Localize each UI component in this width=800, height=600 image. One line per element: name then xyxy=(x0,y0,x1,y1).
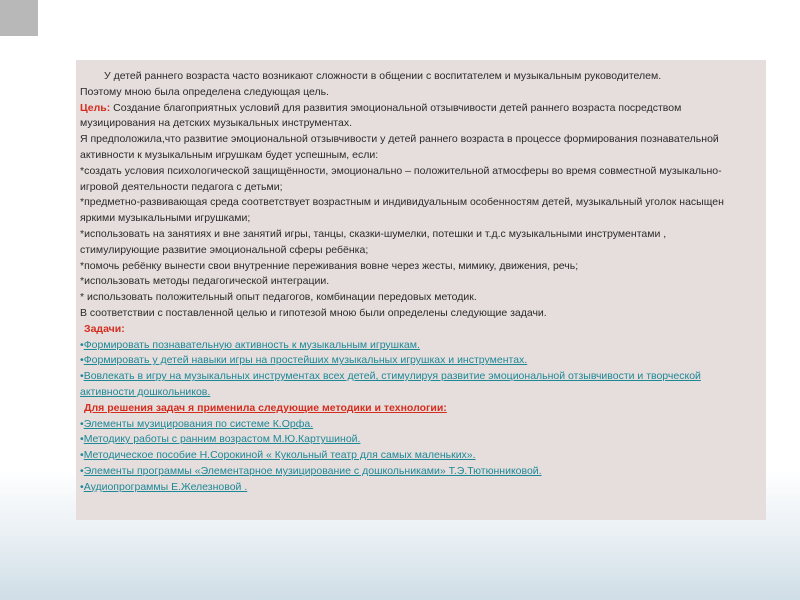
bullet-icon: • xyxy=(80,433,84,446)
goal-label: Цель: xyxy=(80,101,111,114)
bullet-icon: • xyxy=(80,354,84,367)
slide-content xyxy=(80,69,740,496)
intro-line-2: Поэтому мною была определена следующая цель. xyxy=(80,85,329,98)
intro-line-1: У детей раннего возраста часто возникают сложности в общении с воспитателем и музыкальным руководителем. xyxy=(104,70,662,82)
bullet-icon: • xyxy=(80,449,84,462)
method-item[interactable] xyxy=(80,464,740,480)
task-item[interactable] xyxy=(80,353,740,369)
condition-item: *создать условия психологической защищённости, эмоционально – положительной атмосферы во время совместной музыкально- игровой деятельности педагога с детьми; xyxy=(80,164,722,193)
task-item[interactable] xyxy=(80,338,740,354)
hypothesis-intro: Я предположила,что развитие эмоциональной отзывчивости у детей раннего возраста в процессе формирования познавательной активности к музыкальным игрушкам будет успешным, если: xyxy=(80,133,719,161)
condition-item: * использовать положительный опыт педагогов, комбинации передовых методик. xyxy=(80,291,477,304)
method-item[interactable] xyxy=(80,432,740,448)
tasks-intro: В соответствии с поставленной целью и гипотезой мною были определены следующие задачи. xyxy=(80,306,547,319)
bullet-icon: • xyxy=(80,370,84,383)
task-link[interactable]: Вовлекать в игру на музыкальных инструментах всех детей, стимулируя развитие эмоциональной отзывчивости и творческой активности дошкольников. xyxy=(80,370,701,398)
condition-item: *использовать методы педагогической интеграции. xyxy=(80,275,330,288)
method-link[interactable]: Аудиопрограммы Е.Железновой . xyxy=(83,480,248,493)
tasks-heading-text: Задачи: xyxy=(84,322,125,335)
task-link[interactable]: Формировать познавательную активность к музыкальным игрушкам. xyxy=(83,338,420,351)
task-link[interactable]: Формировать у детей навыки игры на простейших музыкальных игрушках и инструментах. xyxy=(83,354,528,367)
method-link[interactable]: Элементы программы «Элементарное музицирование с дошкольниками» Т.Э.Тютюнниковой. xyxy=(83,464,542,477)
method-link[interactable]: Элементы музицирования по системе К.Орфа. xyxy=(83,417,314,430)
task-item[interactable] xyxy=(80,369,740,401)
bullet-icon: • xyxy=(80,417,84,430)
tasks-heading xyxy=(80,322,740,338)
bullet-icon: • xyxy=(80,338,84,351)
method-item[interactable] xyxy=(80,417,740,433)
goal-text: Создание благоприятных условий для развития эмоциональной отзывчивости детей раннего возраста посредством музицирования на детских музыкальных инструментах. xyxy=(80,101,682,130)
bullet-icon: • xyxy=(80,480,84,493)
method-link[interactable]: Методическое пособие Н.Сорокиной « Кукольный театр для самых маленьких». xyxy=(83,449,476,462)
condition-item: *использовать на занятиях и вне занятий игры, танцы, сказки-шумелки, потешки и т.д.с музыкальными инструментами , стимулирующие развитие эмоциональной сферы ребёнка; xyxy=(80,227,667,256)
corner-decoration xyxy=(0,0,38,36)
methods-heading-text: Для решения задач я применила следующие методики и технологии: xyxy=(84,401,447,414)
bullet-icon: • xyxy=(80,464,84,477)
condition-item: *помочь ребёнку вынести свои внутренние переживания вовне через жесты, мимику, движения, речь; xyxy=(80,259,579,272)
methods-heading xyxy=(80,401,740,417)
method-item[interactable] xyxy=(80,480,740,496)
condition-item: *предметно-развивающая среда соответствует возрастным и индивидуальным особенностям детей, музыкальный уголок насыщен яркими музыкальными игрушками; xyxy=(80,196,724,225)
method-item[interactable] xyxy=(80,448,740,464)
method-link[interactable]: Методику работы с ранним возрастом М.Ю.Картушиной. xyxy=(83,433,361,446)
goal-paragraph xyxy=(80,101,740,133)
